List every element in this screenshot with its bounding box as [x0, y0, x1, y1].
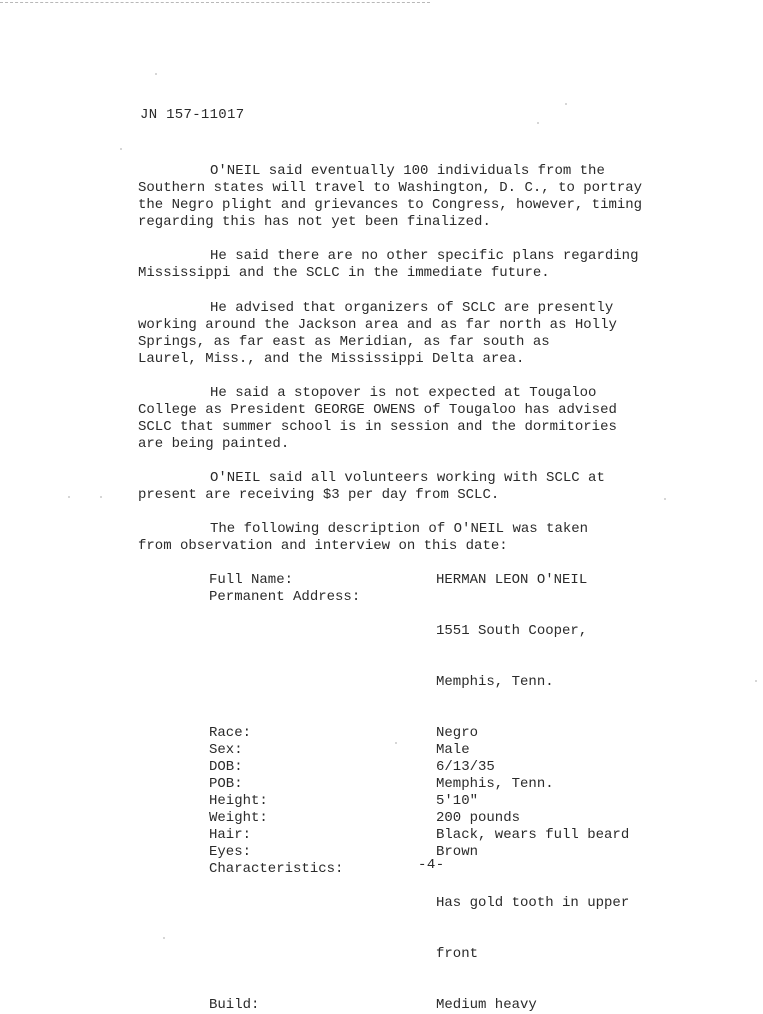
paragraph-line: O'NEIL said all volunteers working with SCLC at [210, 470, 605, 486]
paragraph-line: Mississippi and the SCLC in the immediate future. [138, 265, 550, 281]
description-row-sex [209, 742, 629, 759]
description-row-weight [209, 810, 629, 827]
scan-speck [664, 498, 666, 500]
paragraph-line: Southern states will travel to Washington, D. C., to portray [138, 180, 643, 196]
paragraph-washington-trip [138, 163, 698, 231]
paragraph-line: Laurel, Miss., and the Mississippi Delta area. [138, 351, 525, 367]
field-label: POB: [209, 776, 243, 792]
scan-speck [395, 742, 397, 744]
description-row-race [209, 725, 629, 742]
scan-speck [100, 496, 102, 498]
paragraph-line: are being painted. [138, 436, 290, 452]
scan-speck [163, 937, 165, 939]
paragraph-line: Springs, as far east as Meridian, as far south as [138, 334, 550, 350]
description-row-build [209, 997, 629, 1014]
field-label: Race: [209, 725, 252, 741]
page-top-edge [0, 2, 430, 3]
field-label: Full Name: [209, 572, 294, 588]
field-value [436, 861, 629, 997]
scan-speck [68, 496, 70, 498]
field-value: 5'10" [436, 793, 479, 809]
field-label: Eyes: [209, 844, 252, 860]
description-row-full-name [209, 572, 629, 589]
paragraph-line: College as President GEORGE OWENS of Tougaloo has advised [138, 402, 617, 418]
field-value: 200 pounds [436, 810, 521, 826]
description-row-hair [209, 827, 629, 844]
field-value: 6/13/35 [436, 759, 495, 775]
field-value: Memphis, Tenn. [436, 776, 554, 792]
paragraph-line: present are receiving $3 per day from SCLC. [138, 487, 500, 503]
field-value: Medium heavy [436, 997, 537, 1013]
scan-speck [537, 122, 539, 124]
file-number: JN 157-11017 [140, 107, 245, 123]
scan-speck [565, 103, 567, 105]
scan-speck [755, 680, 757, 682]
scan-speck [120, 148, 122, 150]
paragraph-description-intro [138, 521, 698, 555]
field-label: Permanent Address: [209, 589, 361, 605]
description-row-dob [209, 759, 629, 776]
paragraph-line: The following description of O'NEIL was taken [210, 521, 589, 537]
field-value: Black, wears full beard [436, 827, 630, 843]
description-row-characteristics [209, 861, 629, 997]
paragraph-volunteers [138, 470, 698, 504]
paragraph-line: working around the Jackson area and as far north as Holly [138, 317, 617, 333]
address-line: 1551 South Cooper, [436, 623, 588, 639]
description-table [209, 572, 629, 1014]
paragraph-line: SCLC that summer school is in session and the dormitories [138, 419, 617, 435]
paragraph-line: O'NEIL said eventually 100 individuals from the [210, 163, 605, 179]
paragraph-line: regarding this has not yet been finalized. [138, 214, 491, 230]
field-label: Characteristics: [209, 861, 344, 877]
field-value: Negro [436, 725, 479, 741]
paragraph-line: the Negro plight and grievances to Congress, however, timing [138, 197, 643, 213]
field-label: Sex: [209, 742, 243, 758]
characteristics-line: Has gold tooth in upper [436, 895, 630, 911]
field-label: Hair: [209, 827, 252, 843]
characteristics-line: front [436, 946, 479, 962]
page-number: -4- [418, 857, 445, 873]
paragraph-line: He said there are no other specific plans regarding [210, 248, 639, 264]
field-label: Build: [209, 997, 260, 1013]
field-label: Weight: [209, 810, 268, 826]
description-row-permanent-address [209, 589, 629, 725]
field-label: DOB: [209, 759, 243, 775]
field-value [436, 589, 629, 725]
field-value: HERMAN LEON O'NEIL [436, 572, 588, 588]
field-label: Height: [209, 793, 268, 809]
paragraph-line: from observation and interview on this date: [138, 538, 508, 554]
address-line: Memphis, Tenn. [436, 674, 554, 690]
paragraph-line: He advised that organizers of SCLC are presently [210, 300, 614, 316]
field-value: Brown [436, 844, 479, 860]
paragraph-line: He said a stopover is not expected at Tougaloo [210, 385, 597, 401]
paragraph-organizers [138, 300, 698, 368]
scan-speck [155, 73, 157, 75]
field-value: Male [436, 742, 470, 758]
description-row-pob [209, 776, 629, 793]
paragraph-tougaloo [138, 385, 698, 453]
paragraph-no-other-plans [138, 248, 698, 282]
description-row-height [209, 793, 629, 810]
